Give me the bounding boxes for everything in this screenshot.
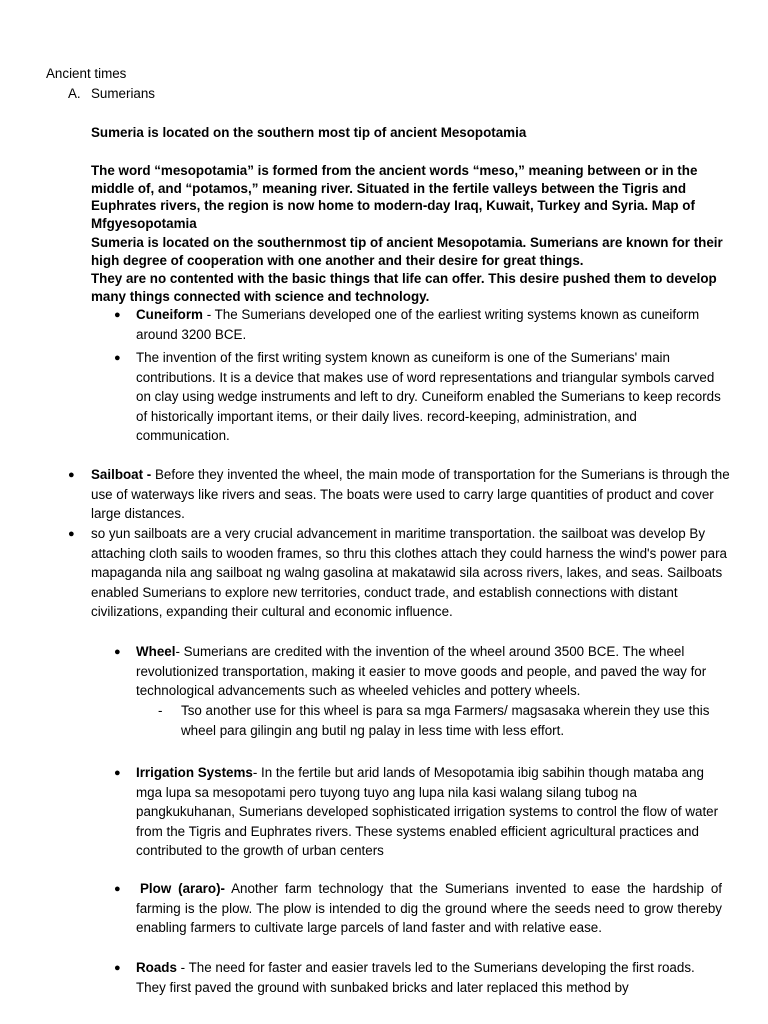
list-item-irrigation [136, 763, 722, 861]
text-wheel: - Sumerians are credited with the invention of the wheel around 3500 BCE. The wheel revolutionized transportation, making it easier to move goods and people, and paved the way for technological advancements such as wheeled vehicles and pottery wheels. [136, 644, 707, 699]
bullet-icon: ● [68, 528, 75, 540]
section-title: Sumerians [91, 86, 156, 101]
bullet-icon: ● [114, 883, 121, 895]
list-item-cuneiform [136, 305, 726, 344]
term-cuneiform: Cuneiform [136, 307, 203, 322]
term-roads: Roads [136, 960, 177, 975]
term-wheel: Wheel [136, 644, 176, 659]
term-sailboat: Sailboat - [91, 467, 155, 482]
bullet-icon: ● [114, 352, 121, 364]
bullet-icon: ● [114, 767, 121, 779]
list-item-plow [136, 879, 722, 938]
text-cuneiform: - The Sumerians developed one of the earliest writing systems known as cuneiform around 3200 BCE. [136, 307, 700, 342]
intro-paragraph-4: They are no contented with the basic things that life can offer. This desire pushed them to develop many things connected with science and technology. [91, 271, 717, 304]
text-sailboat: Before they invented the wheel, the main mode of transportation for the Sumerians is through the use of waterways like rivers and seas. The boats were used to carry large quantities of product and cover large distances. [91, 467, 730, 522]
text-roads: - The need for faster and easier travels led to the Sumerians developing the first roads. They first paved the ground with sunbaked bricks and later replaced this method by [136, 960, 695, 995]
term-irrigation: Irrigation Systems [136, 765, 253, 780]
list-subitem-wheel: Tso another use for this wheel is para sa mga Farmers/ magsasaka wherein they use this wheel para gilingin ang butil ng palay in less time with less effort. [181, 703, 710, 738]
dash-bullet-icon: - [158, 703, 163, 718]
intro-paragraph-2: The word “mesopotamia” is formed from the ancient words “meso,” meaning between or in the middle of, and “potamos,” meaning river. Situated in the fertile valleys between the Tigris and Euphrates rivers, the region is now home to modern-day Iraq, Kuwait, Turkey and Syria. Map of Mfgyesopotamia [91, 163, 698, 231]
term-plow: Plow (araro)- [140, 881, 225, 896]
bullet-icon: ● [114, 646, 121, 658]
list-item-sailboat [91, 465, 731, 524]
list-item-cuneiform-detail: The invention of the first writing system known as cuneiform is one of the Sumerians' main contributions. It is a device that makes use of word representations and triangular symbols carved on clay using wedge instruments and left to dry. Cuneiform enabled the Sumerians to keep records of historically important items, or their daily lives. record-keeping, administration, and communication. [136, 350, 721, 444]
list-item-wheel [136, 642, 728, 701]
bullet-icon: ● [68, 469, 75, 481]
list-item-sailboat-detail: so yun sailboats are a very crucial advancement in maritime transportation. the sailboat was develop By attaching cloth sails to wooden frames, so thru this clothes attach they could harness the wind's power para mapaganda nila ang sailboat ng walng gasolina at makatawid sila across rivers, lakes, and seas. Sailboats enabled Sumerians to explore new territories, conduct trade, and establish connections with distant civilizations, expanding their cultural and economic influence. [91, 526, 727, 620]
document-heading: Ancient times [46, 66, 127, 81]
list-item-roads [136, 958, 716, 997]
section-marker: A. [68, 86, 81, 101]
text-irrigation: - In the fertile but arid lands of Mesopotamia ibig sabihin though mataba ang mga lupa sa mesopotami pero tuyong tuyo ang lupa nila kasi walang silang tubog na pangkukuhanan, Sumerians developed sophisticated irrigation systems to control the flow of water from the Tigris and Euphrates rivers. These systems enabled efficient agricultural practices and contributed to the growth of urban centers [136, 765, 719, 859]
text-plow: Another farm technology that the Sumerians invented to ease the hardship of farming is the plow. The plow is intended to dig the ground where the seeds need to grow thereby enabling farmers to cultivate large parcels of land faster and with relative ease. [136, 881, 722, 936]
intro-paragraph-3: Sumeria is located on the southernmost tip of ancient Mesopotamia. Sumerians are known for their high degree of cooperation with one another and their desire for great things. [91, 235, 723, 268]
bullet-icon: ● [114, 309, 121, 321]
intro-paragraph-1: Sumeria is located on the southern most tip of ancient Mesopotamia [91, 125, 527, 140]
bullet-icon: ● [114, 962, 121, 974]
